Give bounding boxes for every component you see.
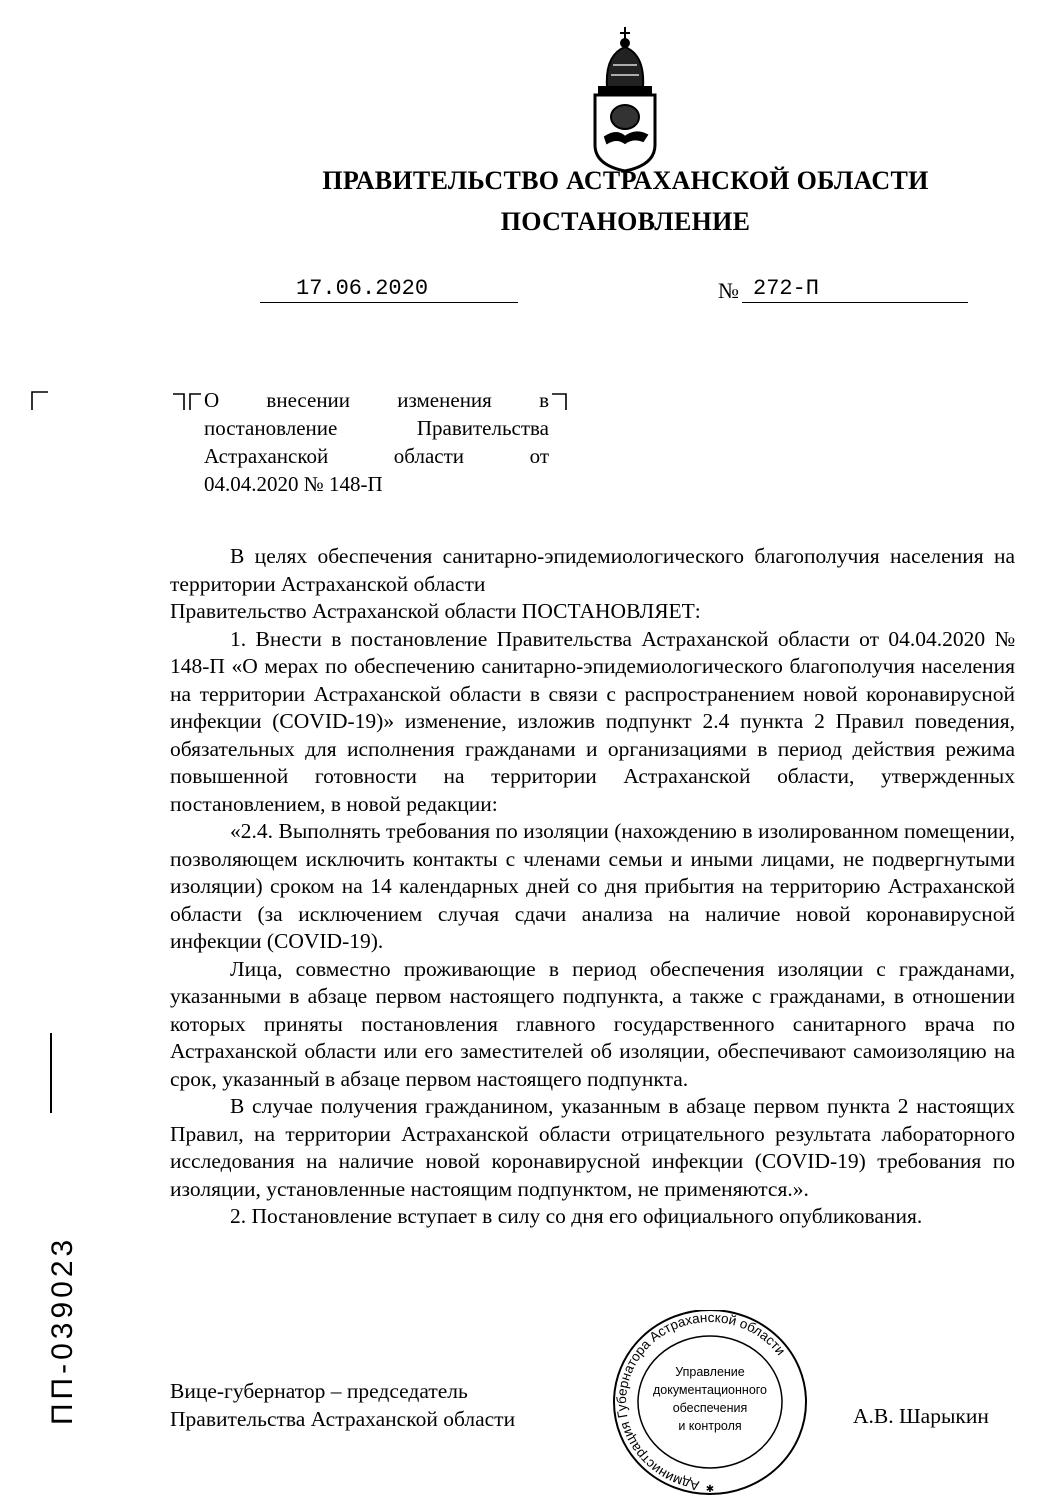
serial-number	[30, 1200, 90, 1430]
document-body	[170, 543, 1015, 1231]
subject-line: 04.04.2020 № 148-П	[204, 472, 383, 496]
signatory-name: А.В. Шарыкин	[853, 1404, 989, 1428]
paragraph: В случае получения гражданином, указанным в абзаце первом пункта 2 настоящих Правил, на территории Астраханской области отрицательного результата лабораторного исследования на наличие новой коронавирусной инфекции (COVID-19) требования по изоляции, установленные настоящим подпунктом, не применяются.».	[170, 1094, 1015, 1201]
paragraph: Лица, совместно проживающие в период обеспечения изоляции с гражданами, указанными в абзаце первом настоящего подпункта, а также с гражданами, в отношении которых приняты постановления главного государственного санитарного врача по Астраханской области или его заместителей об изоляции, обеспечивают самоизоляцию на срок, указанный в абзаце первом настоящего подпункта.	[170, 956, 1015, 1091]
subject-line: постановление Правительства	[204, 416, 549, 440]
paragraph: В целях обеспечения санитарно-эпидемиологического благополучия населения на территории Астраханской области	[170, 544, 1015, 596]
subject-line: О внесении изменения в	[204, 388, 549, 412]
document-subject	[204, 386, 549, 498]
margin-line	[50, 1033, 52, 1113]
corner-mark-left	[30, 390, 50, 410]
number-sign: №	[718, 278, 739, 303]
corner-mark-subject-end	[550, 392, 568, 412]
stamp-ring-text: Администрация Губернатора Астраханской области	[613, 1310, 789, 1494]
paragraph: 2. Постановление вступает в силу со дня его официального опубликования.	[230, 1204, 923, 1228]
signatory-title-line: Правительства Астраханской области	[170, 1406, 516, 1431]
paragraph: «2.4. Выполнять требования по изоляции (нахождению в изолированном помещении, позволяющем исключить контакты с членами семьи и иными лицами, не подвергнутыми изоляции) сроком на 14 календарных дней со дня прибытия на территорию Астраханской области (за исключением случая сдачи анализа на наличие новой коронавирусной инфекции (COVID-19).	[170, 819, 1015, 953]
number-underline	[742, 302, 968, 303]
date-underline	[260, 302, 518, 303]
paragraph: 1. Внести в постановление Правительства Астраханской области от 04.04.2020 № 148-П «О мерах по обеспечению санитарно-эпидемиологического благополучия населения на территории Астраханской области в связи с распространением новой коронавирусной инфекции (COVID-19)» изменение, изложив подпункт 2.4 пункта 2 Правил поведения, обязательных для исполнения гражданами и организациями в период действия режима повышенной готовности на территории Астраханской области, утвержденных постановлением, в новой редакции:	[170, 626, 1015, 816]
paragraph: Правительство Астраханской области ПОСТАНОВЛЯЕТ:	[170, 599, 701, 623]
stamp-center-line: обеспечения	[672, 1401, 748, 1415]
subject-line: Астраханской области от	[204, 444, 549, 468]
svg-text:ПП-039023: ПП-039023	[46, 1235, 79, 1425]
document-date: 17.06.2020	[296, 276, 429, 301]
coat-of-arms-emblem	[577, 25, 673, 173]
official-stamp	[600, 1310, 820, 1500]
signatory-title-line: Вице-губернатор – председатель	[170, 1379, 468, 1403]
corner-mark-subject-start	[172, 392, 202, 412]
stamp-center-line: документационного	[652, 1383, 768, 1397]
stamp-star-icon: ✱	[705, 1484, 715, 1495]
stamp-center-line: Управление	[675, 1365, 745, 1379]
document-type: ПОСТАНОВЛЕНИЕ	[500, 207, 751, 236]
stamp-center-line: и контроля	[678, 1419, 742, 1433]
document-number: 272-П	[753, 276, 820, 301]
government-title: ПРАВИТЕЛЬСТВО АСТРАХАНСКОЙ ОБЛАСТИ	[322, 166, 929, 195]
signatory-title	[170, 1378, 515, 1433]
